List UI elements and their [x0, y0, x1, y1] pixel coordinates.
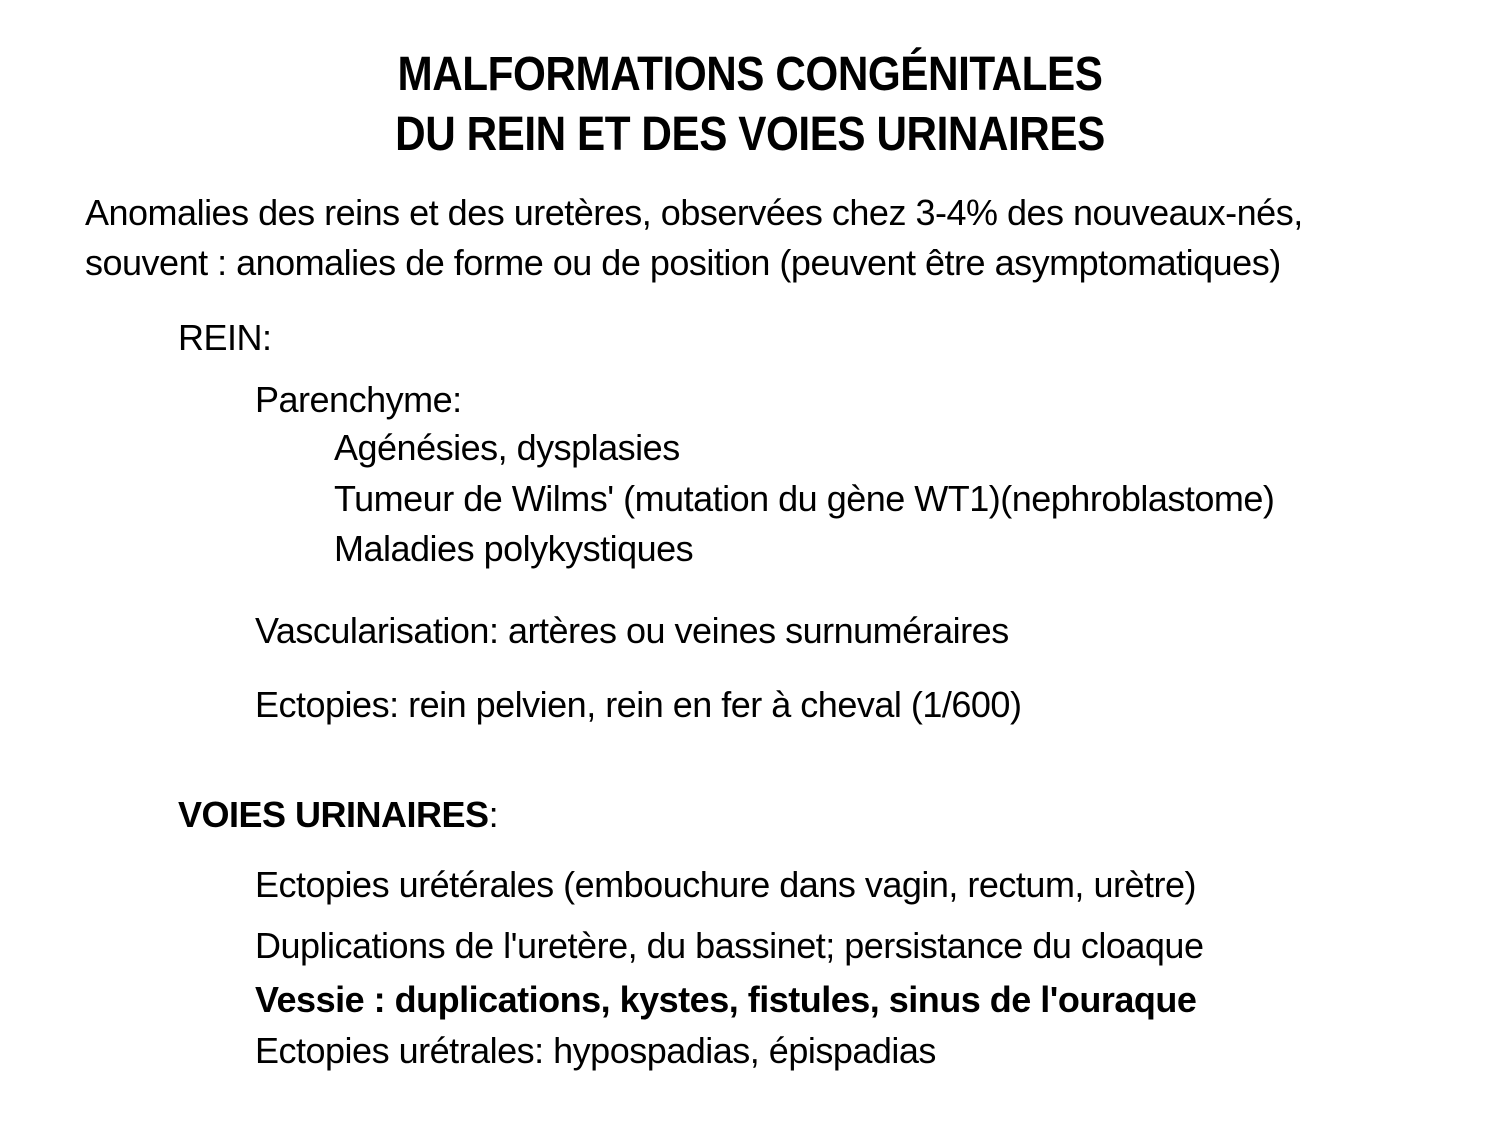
parenchyme-item-maladies-polykystiques: Maladies polykystiques: [334, 528, 694, 569]
voies-item-duplications: Duplications de l'uretère, du bassinet; persistance du cloaque: [255, 925, 1204, 966]
voies-item-ectopies-ureterales: Ectopies urétérales (embouchure dans vagin, rectum, urètre): [255, 864, 1196, 905]
ectopies-rein-line: Ectopies: rein pelvien, rein en fer à cheval (1/600): [255, 684, 1022, 725]
voies-urinaires-heading: VOIES URINAIRES: [178, 794, 489, 835]
title-line-1: MALFORMATIONS CONGÉNITALES: [397, 48, 1103, 101]
rein-heading: REIN:: [178, 317, 272, 358]
parenchyme-item-agenesies: Agénésies, dysplasies: [334, 427, 680, 468]
parenchyme-heading: Parenchyme:: [255, 379, 462, 420]
vascularisation-line: Vascularisation: artères ou veines surnuméraires: [255, 610, 1009, 651]
voies-urinaires-colon: :: [488, 794, 499, 835]
parenchyme-item-tumeur-wilms: Tumeur de Wilms' (mutation du gène WT1)(nephroblastome): [334, 478, 1275, 519]
intro-line-2: souvent : anomalies de forme ou de position (peuvent être asymptomatiques): [85, 242, 1281, 283]
title-line-2: DU REIN ET DES VOIES URINAIRES: [395, 108, 1105, 161]
voies-item-vessie: Vessie : duplications, kystes, fistules, sinus de l'ouraque: [255, 979, 1197, 1020]
intro-line-1: Anomalies des reins et des uretères, observées chez 3-4% des nouveaux-nés,: [85, 192, 1303, 233]
voies-urinaires-heading-line: [178, 794, 499, 835]
voies-item-ectopies-uretrales: Ectopies urétrales: hypospadias, épispadias: [255, 1030, 936, 1071]
